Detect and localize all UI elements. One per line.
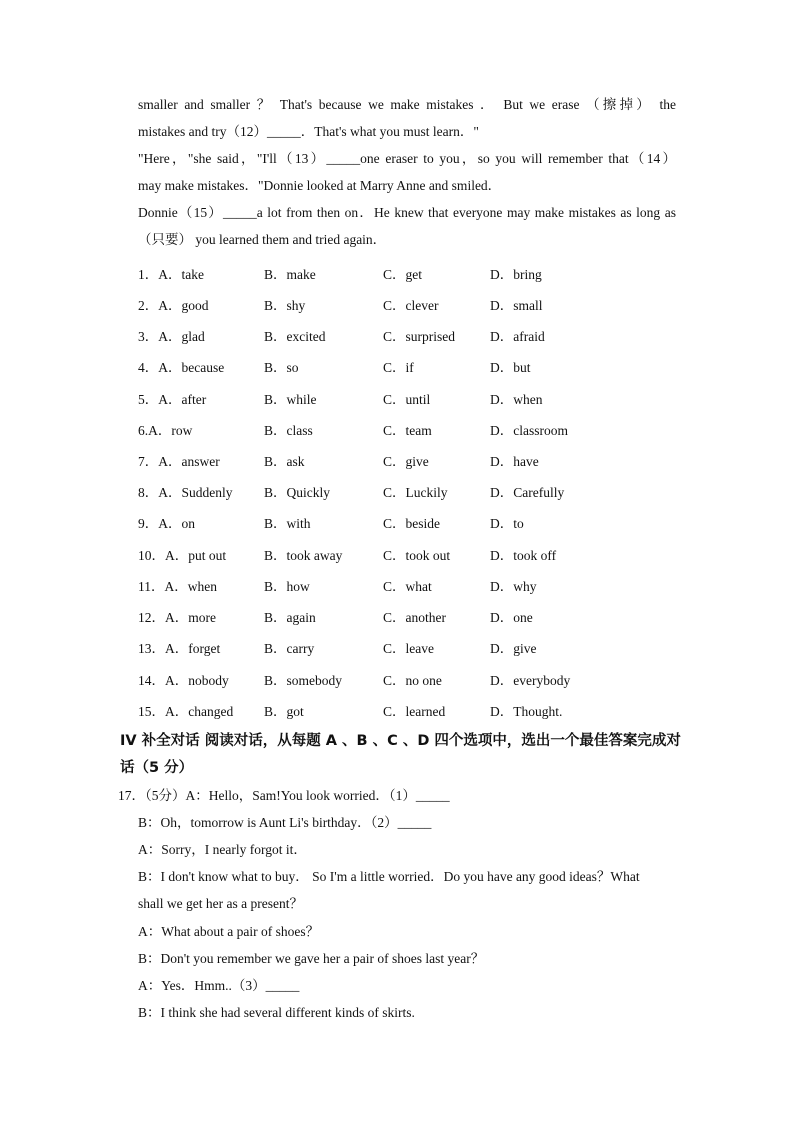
option-row — [138, 637, 698, 657]
option-b: B．class — [264, 423, 313, 438]
option-row — [138, 606, 698, 626]
dialogue-line: A：Yes．Hmm..（3）_____ — [138, 978, 300, 993]
option-b: B．again — [264, 610, 316, 625]
option-a: 1．A．take — [138, 267, 204, 282]
option-c: C．Luckily — [383, 485, 448, 500]
option-d: D．classroom — [490, 423, 568, 438]
option-b: B．took away — [264, 548, 343, 563]
option-d: D．give — [490, 641, 537, 656]
option-c: C．learned — [383, 704, 446, 719]
option-c: C．leave — [383, 641, 434, 656]
option-d: D．bring — [490, 267, 542, 282]
dialogue-line: A：Sorry，I nearly forgot it． — [138, 842, 307, 857]
option-b: B．Quickly — [264, 485, 330, 500]
passage-line: mistakes and try（12）_____．That's what you must learn．" — [138, 124, 479, 139]
option-d: D．have — [490, 454, 539, 469]
option-a: 3．A．glad — [138, 329, 205, 344]
option-row — [138, 481, 698, 501]
dialogue-line: B：I think she had several different kinds of skirts. — [138, 1005, 415, 1020]
option-c: C．if — [383, 360, 414, 375]
option-c: C．what — [383, 579, 432, 594]
option-c: C．surprised — [383, 329, 455, 344]
option-row — [138, 388, 698, 408]
option-c: C．clever — [383, 298, 439, 313]
option-d: D．Carefully — [490, 485, 565, 500]
dialogue-line: shall we get her as a present？ — [138, 896, 303, 911]
option-a: 9．A．on — [138, 516, 195, 531]
passage-text — [138, 91, 676, 253]
option-d: D．afraid — [490, 329, 545, 344]
option-b: B．excited — [264, 329, 326, 344]
question-17: 17．（5分）A：Hello，Sam!You look worried．（1）_____ — [118, 788, 450, 803]
option-b: B．make — [264, 267, 316, 282]
option-d: D．small — [490, 298, 543, 313]
option-d: D．why — [490, 579, 537, 594]
option-b: B．while — [264, 392, 317, 407]
option-c: C．give — [383, 454, 429, 469]
option-c: C．beside — [383, 516, 440, 531]
option-a: 11．A．when — [138, 579, 217, 594]
option-row — [138, 419, 698, 439]
option-a: 12．A．more — [138, 610, 216, 625]
dialogue-line: B：Don't you remember we gave her a pair of shoes last year？ — [138, 951, 485, 966]
option-d: D．everybody — [490, 673, 571, 688]
option-c: C．another — [383, 610, 446, 625]
option-c: C．took out — [383, 548, 451, 563]
dialogue-line: B：Oh，tomorrow is Aunt Li's birthday．（2）_____ — [138, 815, 432, 830]
option-row — [138, 544, 698, 564]
option-b: B．somebody — [264, 673, 343, 688]
option-row — [138, 450, 698, 470]
option-a: 2．A．good — [138, 298, 209, 313]
option-b: B．ask — [264, 454, 305, 469]
passage-line: Donnie（15）_____a lot from then on．He knew that everyone may make mistakes as long as — [138, 205, 676, 220]
option-b: B．how — [264, 579, 310, 594]
option-b: B．carry — [264, 641, 315, 656]
option-c: C．team — [383, 423, 432, 438]
passage-line: （只要） you learned them and tried again． — [138, 232, 387, 247]
passage-line: "Here，"she said，"I'll（13）_____one eraser to you，so you will remember that（14） — [138, 151, 676, 166]
option-d: D．but — [490, 360, 531, 375]
option-b: B．shy — [264, 298, 306, 313]
option-row — [138, 575, 698, 595]
dialogue-line: B：I don't know what to buy． So I'm a little worried．Do you have any good ideas？What — [138, 869, 640, 884]
option-a: 14．A．nobody — [138, 673, 229, 688]
option-row — [138, 512, 698, 532]
option-d: D．one — [490, 610, 533, 625]
option-d: D．when — [490, 392, 543, 407]
option-d: D．Thought. — [490, 704, 563, 719]
option-d: D．took off — [490, 548, 557, 563]
option-row — [138, 325, 698, 345]
passage-line: may make mistakes．"Donnie looked at Marry Anne and smiled． — [138, 178, 502, 193]
option-a: 7．A．answer — [138, 454, 220, 469]
option-b: B．got — [264, 704, 304, 719]
dialogue-line: A：What about a pair of shoes？ — [138, 924, 320, 939]
option-c: C．until — [383, 392, 431, 407]
section-heading: IV 补全对话 阅读对话，从每题 A 、B 、C 、D 四个选项中，选出一个最佳答案完成对 — [120, 733, 681, 749]
passage-line: smaller and smaller ？ That's because we make mistakes ． But we erase （擦掉） the — [138, 97, 676, 112]
option-row — [138, 700, 698, 720]
option-a: 6.A．row — [138, 423, 193, 438]
option-b: B．so — [264, 360, 299, 375]
option-a: 8．A．Suddenly — [138, 485, 233, 500]
option-row — [138, 356, 698, 376]
option-c: C．no one — [383, 673, 442, 688]
option-a: 13．A．forget — [138, 641, 221, 656]
option-a: 4．A．because — [138, 360, 225, 375]
option-b: B．with — [264, 516, 311, 531]
option-row — [138, 294, 698, 314]
option-a: 10．A．put out — [138, 548, 227, 563]
section-heading-cont: 话（5 分） — [120, 760, 194, 776]
option-a: 5．A．after — [138, 392, 207, 407]
option-a: 15．A．changed — [138, 704, 234, 719]
option-d: D．to — [490, 516, 524, 531]
option-c: C．get — [383, 267, 422, 282]
option-row — [138, 669, 698, 689]
option-row — [138, 263, 698, 283]
